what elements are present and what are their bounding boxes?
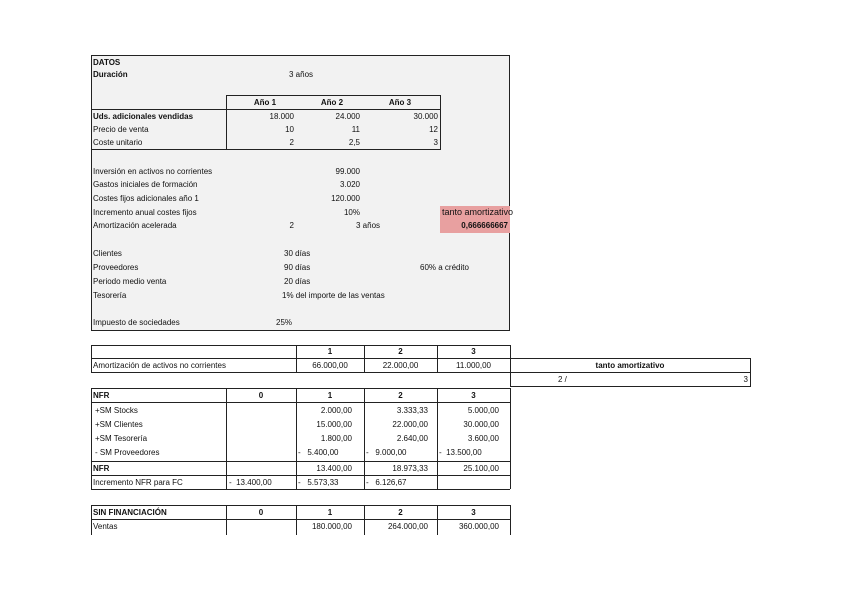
duracion-label: Duración (93, 70, 128, 79)
amort-header-1: 1 (327, 347, 333, 356)
nfr-cell: 1.800,00 (320, 434, 352, 443)
coste-label: Coste unitario (93, 138, 143, 147)
nfr-row-label: +SM Stocks (95, 406, 138, 415)
periodo-label: Periodo medio venta (93, 277, 167, 286)
proveedores-value: 90 días (284, 263, 311, 272)
nfr-header-3: 3 (471, 391, 476, 400)
sinfin-header-1: 1 (327, 508, 333, 517)
nfr-cell: 3.600,00 (467, 434, 499, 443)
amort-row-label: Amortización de activos no corrientes (93, 361, 226, 370)
nfr-cell: - 9.000,00 (366, 448, 407, 457)
uds-year-2: 24.000 (335, 112, 360, 121)
amort-value-2: 22.000,00 (382, 361, 419, 370)
amort-header-3: 3 (471, 347, 476, 356)
nfr-header-label: NFR (93, 391, 110, 400)
nfr-cell: 25.100,00 (463, 464, 499, 473)
coste-year-1: 2 (289, 138, 294, 147)
nfr-cell: 30.000,00 (463, 420, 499, 429)
clientes-value: 30 días (284, 249, 311, 258)
precio-year-1: 10 (285, 125, 294, 134)
amort-header-2: 2 (398, 347, 403, 356)
amort-value: 2 (289, 221, 294, 230)
nfr-row-label: NFR (93, 464, 110, 473)
tesoreria-value: 1% del importe de las ventas (282, 291, 385, 300)
incremento-value: 10% (343, 208, 360, 217)
tanto-label: tanto amortizativo (442, 207, 514, 217)
nfr-cell: 2.640,00 (396, 434, 428, 443)
amort-label: Amortización acelerada (93, 221, 177, 230)
inversion-value: 99.000 (335, 167, 360, 176)
nfr-header-0: 0 (258, 391, 264, 400)
gastos-label: Gastos iniciales de formación (93, 180, 198, 189)
ventas-1: 180.000,00 (311, 522, 352, 531)
inversion-label: Inversión en activos no corrientes (93, 167, 213, 176)
nfr-row-label: +SM Clientes (95, 420, 143, 429)
sinfin-header-0: 0 (258, 508, 264, 517)
nfr-cell: - 6.126,67 (366, 478, 407, 487)
nfr-cell: 15.000,00 (316, 420, 352, 429)
nfr-cell: - 5.400,00 (298, 448, 339, 457)
nfr-cell: 18.973,33 (392, 464, 428, 473)
tesoreria-label: Tesorería (93, 291, 127, 300)
nfr-cell: 13.400,00 (316, 464, 352, 473)
nfr-cell: 3.333,33 (396, 406, 428, 415)
datos-title: DATOS (93, 58, 121, 67)
nfr-row-label: Incremento NFR para FC (93, 478, 183, 487)
precio-label: Precio de venta (93, 125, 149, 134)
amort-value-1: 66.000,00 (312, 361, 348, 370)
ventas-3: 360.000,00 (458, 522, 499, 531)
nfr-cell: 5.000,00 (467, 406, 499, 415)
ventas-2: 264.000,00 (387, 522, 428, 531)
nfr-cell: - 13.400,00 (229, 478, 272, 487)
precio-year-2: 11 (351, 125, 360, 134)
impuesto-label: Impuesto de sociedades (93, 318, 180, 327)
amort-tanto-num: 2 / (558, 375, 567, 384)
sinfin-header-3: 3 (471, 508, 476, 517)
sinfin-header-2: 2 (398, 508, 403, 517)
ventas-label: Ventas (93, 522, 118, 531)
datos-panel (91, 55, 510, 331)
nfr-header-1: 1 (327, 391, 333, 400)
year-2-header: Año 2 (320, 98, 344, 107)
clientes-label: Clientes (93, 249, 122, 258)
precio-year-3: 12 (429, 125, 438, 134)
proveedores-label: Proveedores (93, 263, 139, 272)
uds-year-3: 30.000 (413, 112, 438, 121)
costes-fijos-value: 120.000 (331, 194, 360, 203)
incremento-label: Incremento anual costes fijos (93, 208, 197, 217)
nfr-row-label: - SM Proveedores (95, 448, 160, 457)
year-3-header: Año 3 (388, 98, 412, 107)
gastos-value: 3.020 (339, 180, 360, 189)
nfr-cell: 2.000,00 (320, 406, 352, 415)
nfr-cell: 22.000,00 (392, 420, 428, 429)
nfr-cell: - 13.500,00 (439, 448, 482, 457)
uds-label: Uds. adicionales vendidas (93, 112, 194, 121)
nfr-row-label: +SM Tesorería (95, 434, 148, 443)
periodo-value: 20 días (284, 277, 311, 286)
nfr-header-2: 2 (398, 391, 403, 400)
amort-value-3: 11.000,00 (456, 361, 491, 370)
year-1-header: Año 1 (253, 98, 277, 107)
sinfin-header-label: SIN FINANCIACIÓN (93, 508, 167, 517)
coste-year-3: 3 (433, 138, 438, 147)
amort-years: 3 años (356, 221, 381, 230)
nfr-cell: - 5.573,33 (298, 478, 339, 487)
amort-tanto-label: tanto amortizativo (595, 361, 665, 370)
credito-value: 60% a crédito (420, 263, 469, 272)
uds-year-1: 18.000 (269, 112, 294, 121)
tanto-value: 0,666666667 (461, 221, 508, 230)
coste-year-2: 2,5 (348, 138, 360, 147)
amort-tanto-den: 3 (743, 375, 748, 384)
costes-fijos-label: Costes fijos adicionales año 1 (93, 194, 199, 203)
duracion-value: 3 años (289, 70, 314, 79)
impuesto-value: 25% (276, 318, 293, 327)
